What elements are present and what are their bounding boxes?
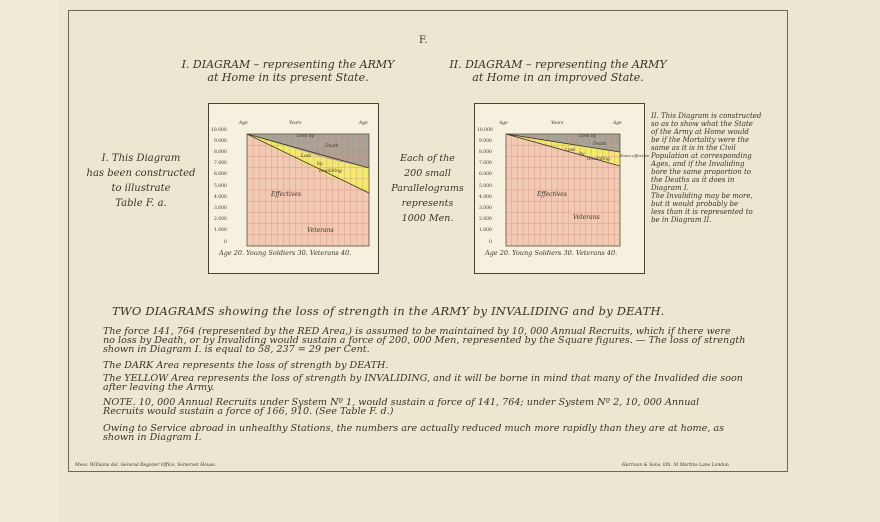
diagram2-none-effective-label: None-effective [620, 153, 650, 158]
diagram1-by-label: by [317, 162, 323, 167]
diagram2-box [474, 103, 650, 274]
diagram1-bottom-axis: Age 20. Young Soldiers 30. Veterans 40. [219, 249, 352, 257]
diagram2-invaliding-label: Invaliding [587, 157, 610, 162]
diagram2-years-label: Years [551, 121, 564, 126]
diagram2-by-label: by [579, 152, 585, 157]
diagram1-veterans-label: Veterans [307, 227, 334, 234]
right-note-line: be if the Mortality were the [651, 136, 750, 144]
body-line-10: shown in Diagram I. [103, 432, 202, 443]
diagram2-ytick: 7.000 [479, 161, 492, 166]
body-line-8: Recruits would sustain a force of 166, 910. (See Table F. d.) [103, 406, 394, 417]
center-note-line: represents [401, 198, 454, 209]
right-note-line: be in Diagram II. [651, 216, 712, 224]
diagram1-ytick: 0 [224, 240, 227, 245]
diagram1-ytick: 10.000 [211, 128, 227, 133]
diagram1-box [208, 103, 379, 274]
diagram1-ytick: 6.000 [214, 172, 227, 177]
right-note-line: The Invaliding may be more, [651, 192, 753, 200]
right-note-line: less than it is represented to [651, 208, 753, 216]
diagram2-title-line2: at Home in an improved State. [472, 71, 644, 84]
diagram1-death-label: Death [325, 144, 339, 149]
right-note-line: Diagram I. [651, 184, 689, 192]
diagram1-ytick: 3.000 [214, 206, 227, 211]
right-note-line: the Deaths as it does in [651, 176, 735, 184]
body-line-2: no loss by Death, or by Invaliding would sustain a force of 200, 000 Men, represented by the Square figures. — The loss of strength [103, 335, 746, 346]
center-note-line: 200 small [404, 168, 451, 179]
diagram2-ytick: 1.000 [479, 228, 492, 233]
footer-left: Mess. Williams del. General Register Office, Somerset House. [75, 463, 217, 468]
right-note-line: same as it is in the Civil [651, 144, 736, 152]
center-note [380, 151, 475, 226]
right-note-line: Ages, and if the Invaliding [651, 160, 745, 168]
diagram2-loss-label: Loss [565, 148, 576, 153]
body-line-6: after leaving the Army. [103, 382, 215, 393]
body-line-1: The force 141, 764 (represented by the RED Area,) is assumed to be maintained by 10, 000 Annual Recruits, which if there were [103, 326, 731, 337]
diagram1-age-label: Age [239, 121, 248, 126]
diagram2-title-line1: II. DIAGRAM – representing the ARMY [449, 58, 667, 71]
diagram1-ytick: 4.000 [214, 195, 227, 200]
diagram1-ytick: 8.000 [214, 150, 227, 155]
body-line-9: Owing to Service abroad in unhealthy Stations, the numbers are actually reduced much more rapidly than they are at home, as [103, 423, 725, 434]
diagram1-ytick: 5.000 [214, 184, 227, 189]
body-line-3: shown in Diagram I. is equal to 58, 237 = 29 per Cent. [103, 344, 370, 355]
diagram1-ytick: 7.000 [214, 161, 227, 166]
diagram2-title [438, 58, 678, 84]
diagram1-age-right-label: Age [359, 121, 368, 126]
right-note-line: II. This Diagram is constructed [651, 112, 762, 120]
body-line-4: The DARK Area represents the loss of strength by DEATH. [103, 360, 389, 371]
diagram1-years-label: Years [289, 121, 302, 126]
diagram1-title [168, 58, 408, 84]
right-note-line: but it would probably be [651, 200, 739, 208]
diagram1-title-line2: at Home in its present State. [207, 71, 369, 84]
right-note-line: so as to show what the State [651, 120, 753, 128]
diagram1-title-line1: I. DIAGRAM – representing the ARMY [181, 58, 395, 71]
diagram2-ytick: 9.000 [479, 139, 492, 144]
diagram2-ytick: 10.000 [477, 128, 493, 133]
diagram2-death-label: Death [593, 142, 607, 147]
diagram2-ytick: 5.000 [479, 184, 492, 189]
left-note [76, 151, 206, 211]
diagram2-effectives-label: Effectives [537, 191, 567, 198]
diagram2-loss-by-label: Loss by [579, 134, 597, 139]
diagram2-ytick: 8.000 [479, 150, 492, 155]
right-note-line: Population at corresponding [651, 152, 752, 160]
right-note [651, 112, 783, 224]
left-note-line: I. This Diagram [101, 153, 181, 164]
diagram2-ytick: 2.000 [479, 217, 492, 222]
left-note-line: has been constructed [86, 168, 196, 179]
center-note-line: 1000 Men. [401, 213, 454, 224]
center-note-line: Parallelograms [391, 183, 464, 194]
center-note-line: Each of the [400, 153, 455, 164]
diagram2-ytick: 4.000 [479, 195, 492, 200]
left-note-line: to illustrate [111, 183, 171, 194]
main-heading: TWO DIAGRAMS showing the loss of strength in the ARMY by INVALIDING and by DEATH. [112, 304, 665, 318]
diagram2-bottom-axis: Age 20. Young Soldiers 30. Veterans 40. [485, 249, 618, 257]
plate-letter: F. [419, 35, 428, 46]
diagram1-ytick: 2.000 [214, 217, 227, 222]
body-line-7: NOTE. 10, 000 Annual Recruits under System Nº 1, would sustain a force of 141, 764; under System Nº 2, 10, 000 Annual [103, 397, 700, 408]
diagram1-ytick: 9.000 [214, 139, 227, 144]
diagram1-loss-label: Loss [301, 154, 312, 159]
diagram2-veterans-label: Veterans [573, 214, 600, 221]
diagram1-invaliding-label: Invaliding [319, 169, 342, 174]
right-note-line: bore the same proportion to [651, 168, 751, 176]
diagram2-age-right-label: Age [613, 121, 622, 126]
diagram2-ytick: 0 [489, 240, 492, 245]
diagram1-loss-by-label: Loss by [297, 134, 315, 139]
diagram2-grid [506, 134, 620, 246]
diagram1-ytick: 1.000 [214, 228, 227, 233]
diagram1-effectives-label: Effectives [271, 191, 301, 198]
left-note-line: Table F. a. [115, 198, 167, 209]
footer-right: Harrison & Sons, lith. St Martins Lane London [622, 463, 729, 468]
body-line-5: The YELLOW Area represents the loss of strength by INVALIDING, and it will be borne in mind that many of the Invalided die soon [103, 373, 743, 384]
diagram2-age-label: Age [499, 121, 508, 126]
right-note-line: of the Army at Home would [651, 128, 749, 136]
diagram2-ytick: 6.000 [479, 172, 492, 177]
diagram2-ytick: 3.000 [479, 206, 492, 211]
